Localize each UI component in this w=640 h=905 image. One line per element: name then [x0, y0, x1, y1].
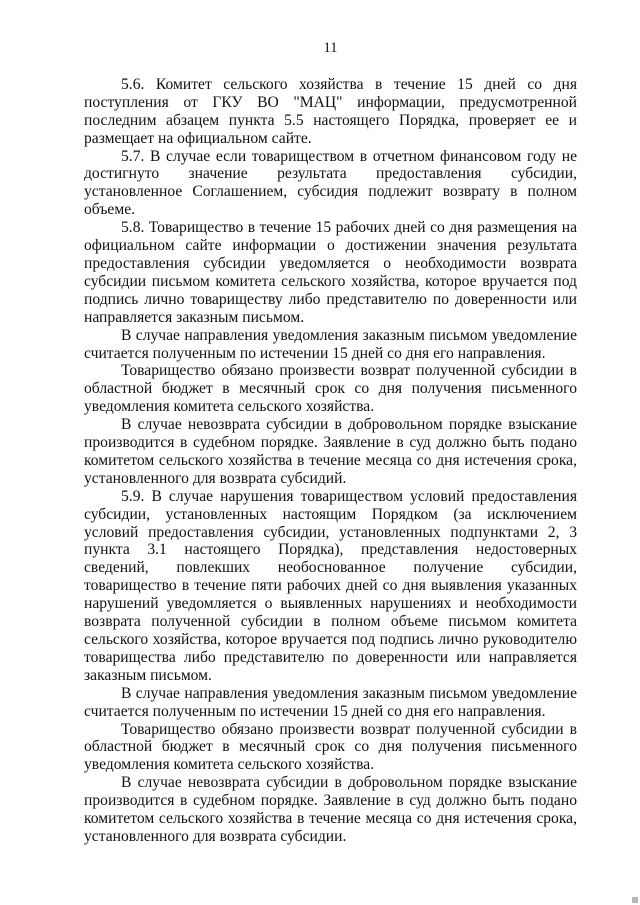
- paragraph-5-9-court: В случае невозврата субсидии в добровольном порядке взыскание производится в судебном порядке. Заявление в суд должно быть подано комитетом сельского хозяйства в течение месяца со дня истечения срока, установленного для возврата субсидии.: [84, 774, 577, 845]
- paragraph-5-6: 5.6. Комитет сельского хозяйства в течение 15 дней со дня поступления от ГКУ ВО "МАЦ" информации, предусмотренной последним абзацем пункта 5.5 настоящего Порядка, проверяет ее и размещает на официальном сайте.: [84, 75, 577, 147]
- paragraph-5-7: 5.7. В случае если товариществом в отчетном финансовом году не достигнуто значение результата предоставления субсидии, установленное Соглашением, субсидия подлежит возврату в полном объеме.: [84, 147, 577, 219]
- paragraph-5-8: 5.8. Товарищество в течение 15 рабочих дней со дня размещения на официальном сайте информации о достижении значения результата предоставления субсидии уведомляется о необходимости возврата субсидии письмом комитета сельского хозяйства, которое вручается под подпись лично товариществу либо представителю по доверенности или направляется заказным письмом.: [84, 219, 577, 326]
- scan-artifact: [632, 897, 638, 903]
- page-number: 11: [323, 40, 338, 56]
- paragraph-5-9-notice: В случае направления уведомления заказным письмом уведомление считается полученным по истечении 15 дней со дня его направления.: [84, 684, 577, 720]
- paragraph-5-9: 5.9. В случае нарушения товариществом условий предоставления субсидии, установленных настоящим Порядком (за исключением условий предоставления субсидии, установленных подпунктами 2, 3 пункта 3.1 настоящего Порядка), представления недостоверных сведений, повлекших необоснованное получение субсидии, товарищество в течение пяти рабочих дней со дня выявления указанных нарушений уведомляется о выявленных нарушениях и необходимости возврата полученной субсидии в полном объеме письмом комитета сельского хозяйства, которое вручается под подпись лично руководителю товарищества либо представителю по доверенности или направляется заказным письмом.: [84, 487, 577, 684]
- document-page: [84, 40, 577, 846]
- paragraph-5-8-notice: В случае направления уведомления заказным письмом уведомление считается полученным по истечении 15 дней со дня его направления.: [84, 326, 577, 362]
- paragraph-5-9-refund: Товарищество обязано произвести возврат полученной субсидии в областной бюджет в месячный срок со дня получения письменного уведомления комитета сельского хозяйства.: [84, 720, 577, 774]
- paragraph-5-8-refund: Товарищество обязано произвести возврат полученной субсидии в областной бюджет в месячный срок со дня получения письменного уведомления комитета сельского хозяйства.: [84, 362, 577, 416]
- paragraph-5-8-court: В случае невозврата субсидии в добровольном порядке взыскание производится в судебном порядке. Заявление в суд должно быть подано комитетом сельского хозяйства в течение месяца со дня истечения срока, установленного для возврата субсидий.: [84, 416, 577, 487]
